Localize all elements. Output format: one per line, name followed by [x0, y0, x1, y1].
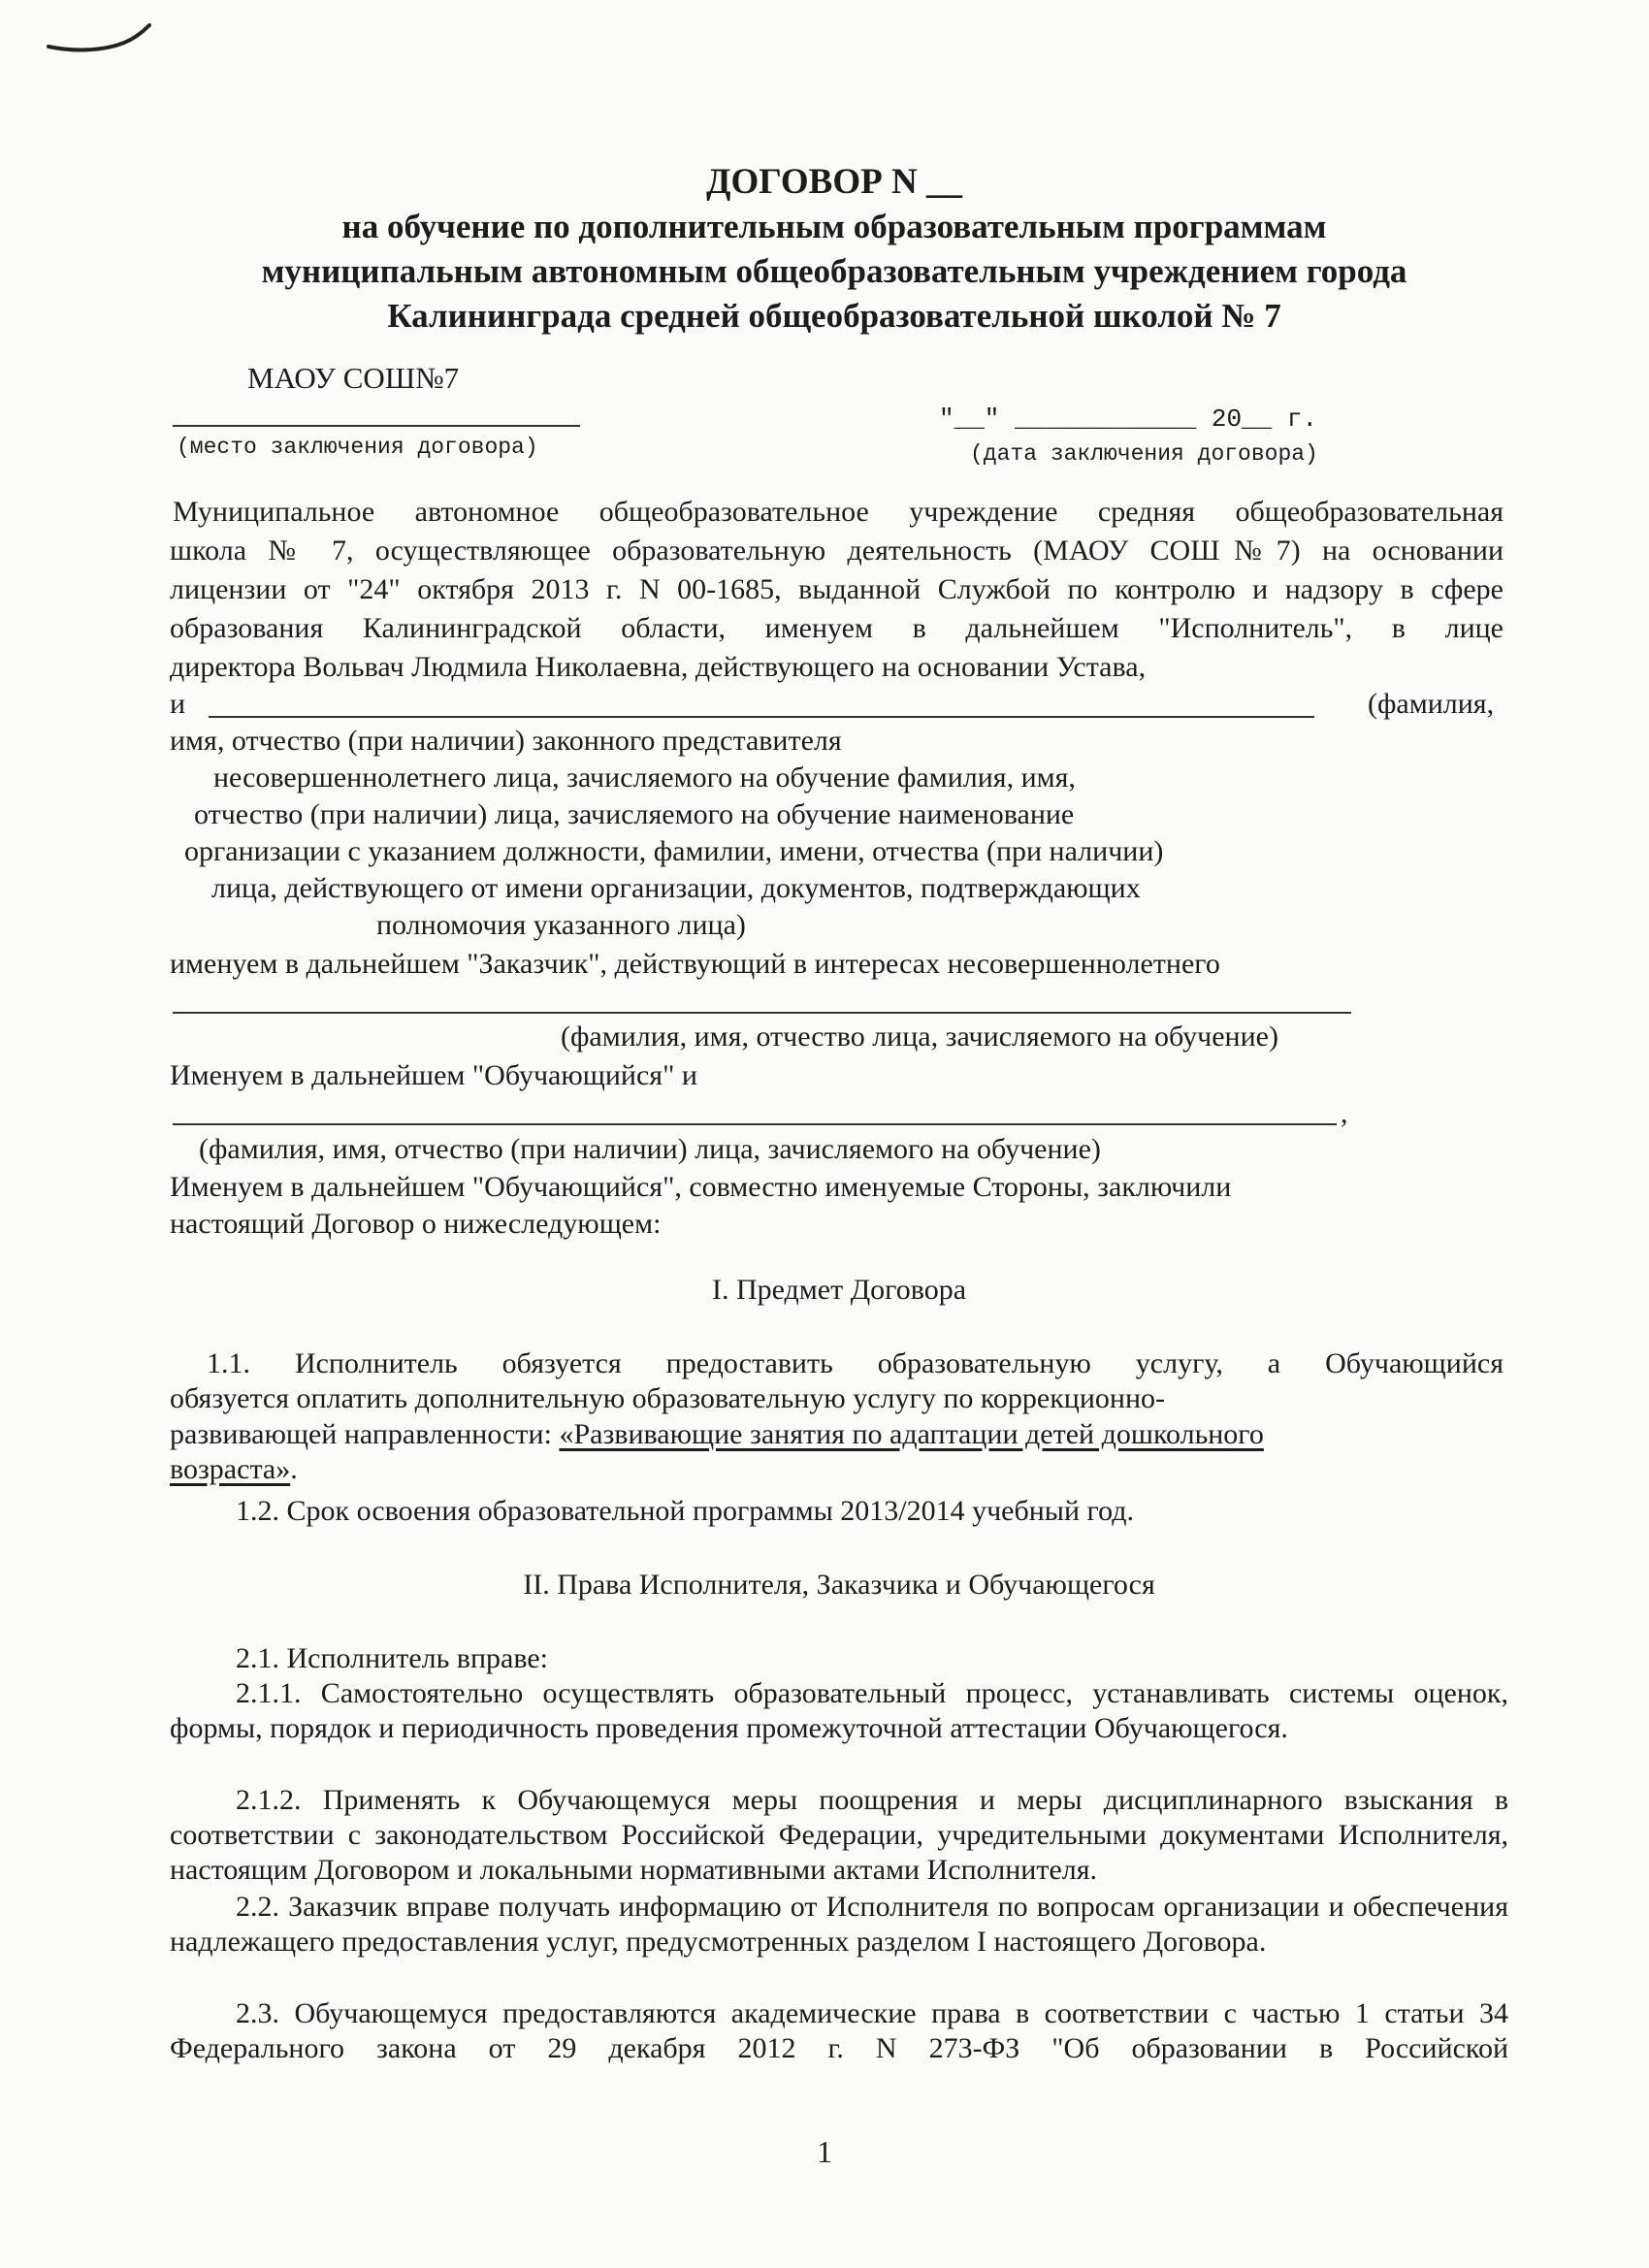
customer-caption-line: имя, отчество (при наличии) законного представителя: [170, 725, 842, 757]
clause-1-1-line: [170, 1452, 298, 1487]
contract-subtitle-line: муниципальным автономным общеобразовательным учреждением города: [261, 252, 1407, 290]
and-word: и: [170, 688, 186, 720]
customer-named-line: именуем в дальнейшем "Заказчик", действующий в интересах несовершеннолетнего: [170, 948, 1220, 980]
clause-1-1-line: обязуется оплатить дополнительную образовательную услугу по коррекционно-: [170, 1382, 1166, 1414]
contract-subtitle-line: на обучение по дополнительным образовательным программам: [341, 208, 1327, 245]
conclusion-line: настоящий Договор о нижеследующем:: [170, 1208, 662, 1240]
section-heading: II. Права Исполнителя, Заказчика и Обучающегося: [523, 1569, 1155, 1601]
date-value: "__" ____________ 20__ г.: [939, 405, 1318, 434]
customer-caption-line: полномочия указанного лица): [376, 909, 746, 941]
comma: ,: [1341, 1097, 1348, 1129]
customer-name-blank-line: [209, 716, 1314, 718]
preamble-line: Муниципальное автономное общеобразовательное учреждение средняя общеобразовательная: [173, 496, 1504, 528]
page-number: 1: [817, 2134, 832, 2169]
program-name-cont: возраста»: [170, 1453, 291, 1485]
customer-caption-line: организации с указанием должности, фамилии, имени, отчества (при наличии): [184, 835, 1164, 867]
section-heading: I. Предмет Договора: [711, 1274, 967, 1306]
customer-caption-line: несовершеннолетнего лица, зачисляемого на обучение фамилия, имя,: [213, 761, 1076, 794]
clause-1-1-line: 1.1. Исполнитель обязуется предоставить образовательную услугу, а Обучающийся: [207, 1347, 1504, 1379]
place-underline: [173, 425, 580, 427]
fio-caption-start: (фамилия,: [1368, 688, 1495, 720]
pen-stroke-mark: [47, 21, 153, 60]
preamble-line: лицензии от "24" октября 2013 г. N 00-1685, выданной Службой по контролю и надзору в сфере: [170, 573, 1504, 605]
place-caption: (место заключения договора): [177, 435, 538, 460]
preamble-line: школа № 7, осуществляющее образовательную деятельность (МАОУ СОШ№7) на основании: [170, 535, 1504, 567]
preamble-line: образования Калининградской области, именуем в дальнейшем "Исполнитель", в лице: [170, 612, 1504, 644]
clause-1-1-line: [170, 1417, 1264, 1452]
program-name: «Развивающие занятия по адаптации детей дошкольного: [559, 1418, 1264, 1450]
clause-2-1-2: 2.1.2. Применять к Обучающемуся меры поощрения и меры дисциплинарного взыскания в соответствии с законодательством Российской Федерации, учредительными документами Исполнителя, настоящим Договором и локальными нормативными актами Исполнителя.: [170, 1784, 1508, 1886]
student-name-blank-line: [173, 1123, 1337, 1125]
minor-name-blank-line: [173, 1012, 1351, 1014]
student-caption: (фамилия, имя, отчество (при наличии) лица, зачисляемого на обучение): [199, 1133, 1101, 1165]
date-caption: (дата заключения договора): [970, 441, 1318, 467]
customer-caption-line: отчество (при наличии) лица, зачисляемого на обучение наименование: [194, 798, 1075, 830]
clause-2-3: 2.3. Обучающемуся предоставляются академические права в соответствии с частью 1 статьи 34 Федерального закона от 29 декабря 2012 г. N 273-ФЗ "Об образовании в Российской: [170, 1997, 1508, 2064]
place-value: МАОУ СОШ№7: [247, 361, 460, 395]
student-named-line: Именуем в дальнейшем "Обучающийся", совместно именуемые Стороны, заключили: [170, 1171, 1232, 1203]
clause-2-2: 2.2. Заказчик вправе получать информацию от Исполнителя по вопросам организации и обеспечения надлежащего предоставления услуг, предусмотренных разделом I настоящего Договора.: [170, 1891, 1508, 1958]
clause-2-1: 2.1. Исполнитель вправе:: [236, 1642, 548, 1674]
minor-caption: (фамилия, имя, отчество лица, зачисляемого на обучение): [561, 1021, 1278, 1053]
contract-subtitle-line: Калининграда средней общеобразовательной школой № 7: [387, 297, 1281, 335]
clause-2-1-1: 2.1.1. Самостоятельно осуществлять образовательный процесс, устанавливать системы оценок, формы, порядок и периодичность проведения промежуточной аттестации Обучающегося.: [170, 1677, 1508, 1744]
period-mark: .: [290, 1453, 298, 1485]
student-named-line: Именуем в дальнейшем "Обучающийся" и: [170, 1059, 697, 1091]
customer-caption-line: лица, действующего от имени организации, документов, подтверждающих: [211, 872, 1141, 904]
preamble-line: директора Вольвач Людмила Николаевна, действующего на основании Устава,: [170, 651, 1147, 683]
document-title-block: [165, 160, 1504, 339]
clause-1-1-prefix: развивающей направленности:: [170, 1418, 552, 1450]
contract-title: ДОГОВОР N __: [706, 162, 962, 202]
clause-1-2: 1.2. Срок освоения образовательной программы 2013/2014 учебный год.: [236, 1495, 1134, 1527]
